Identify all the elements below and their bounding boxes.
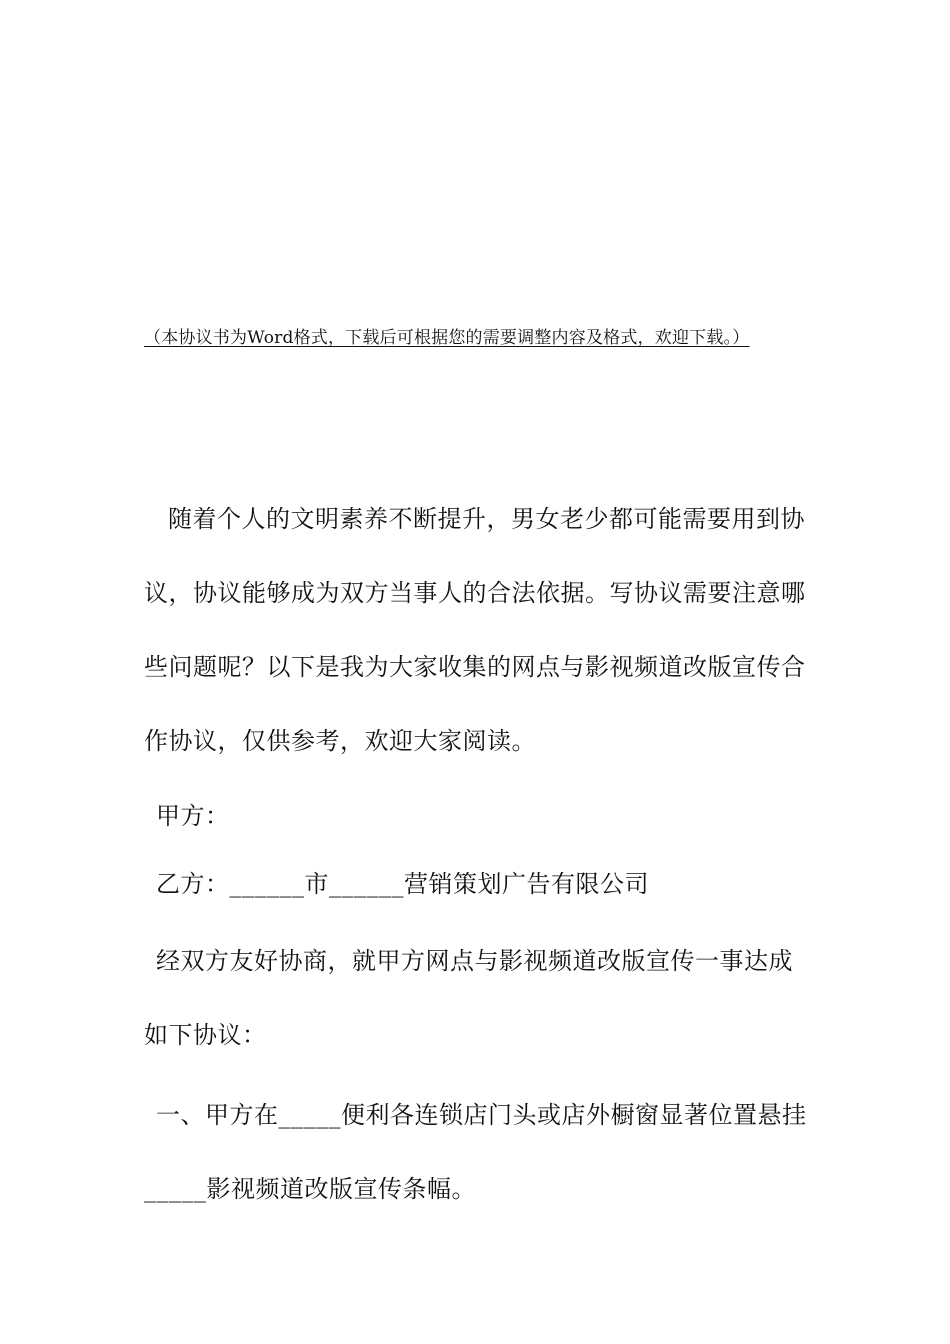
- party-b-line: 乙方：______市______营销策划广告有限公司: [156, 870, 649, 898]
- download-format-note: （本协议书为Word格式，下载后可根据您的需要调整内容及格式，欢迎下载。）: [144, 328, 750, 348]
- intro-paragraph: 随着个人的文明素养不断提升，男女老少都可能需要用到协议，协议能够成为双方当事人的合法依据。写协议需要注意哪些问题呢？以下是我为大家收集的网点与影视频道改版宣传合作协议，仅供参考，欢迎大家阅读。: [144, 505, 806, 755]
- party-a-line: 甲方：: [156, 802, 230, 830]
- agreement-paragraph: 经双方友好协商，就甲方网点与影视频道改版宣传一事达成如下协议：: [144, 947, 793, 1049]
- clause-one-paragraph: 一、甲方在_____便利各连锁店门头或店外橱窗显著位置悬挂_____影视频道改版宣传条幅。: [144, 1101, 807, 1203]
- document-body: [144, 482, 812, 1226]
